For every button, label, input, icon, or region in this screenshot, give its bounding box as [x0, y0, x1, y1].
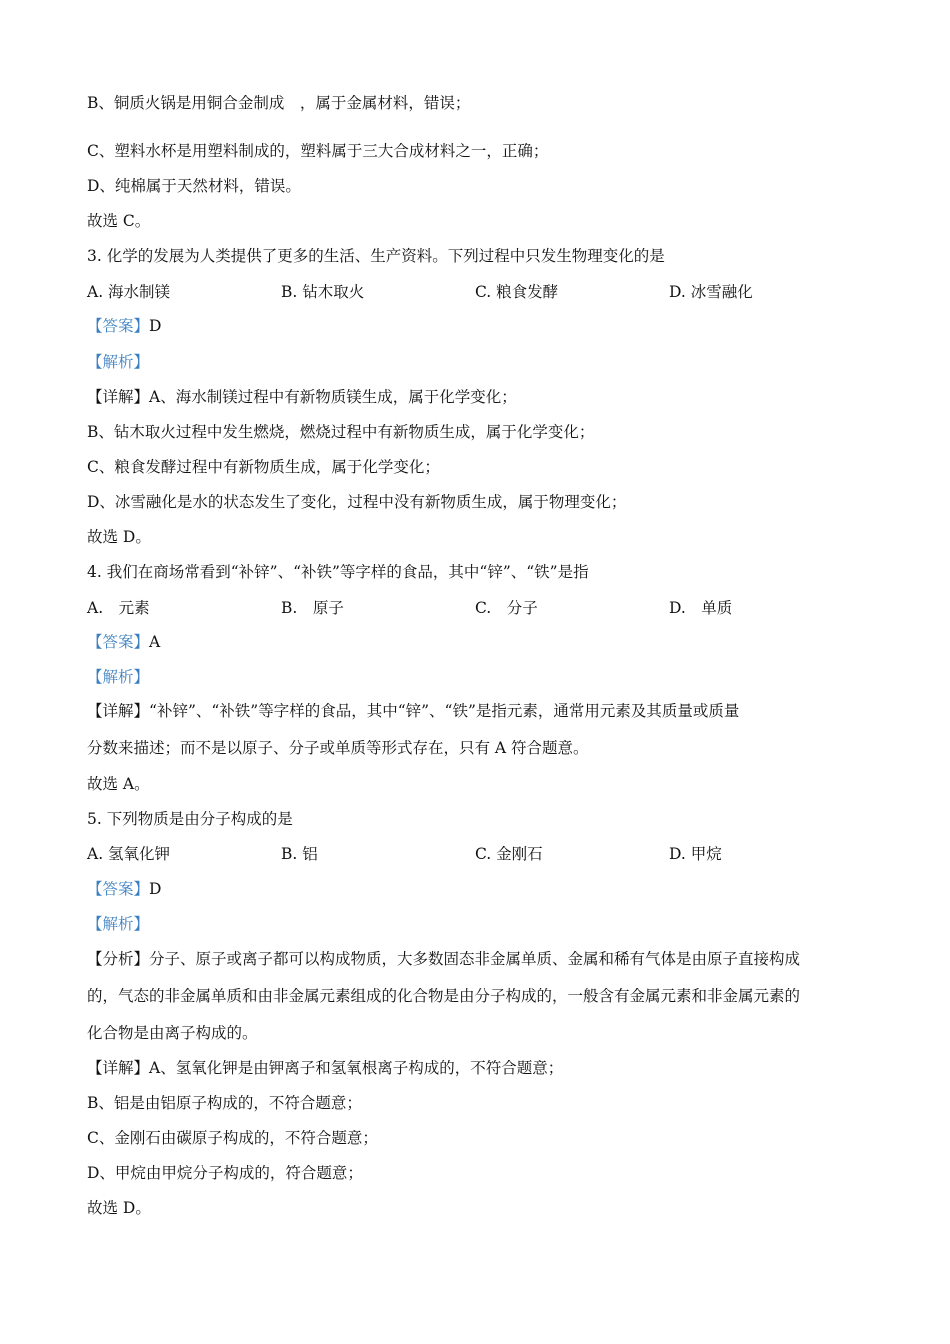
q2-option-d-explanation: D、纯棉属于天然材料，错误。 — [87, 177, 301, 195]
q4-choice: 故选 A。 — [87, 775, 150, 793]
q5-choice: 故选 D。 — [87, 1199, 151, 1217]
detail-text: “补锌”、“补铁”等字样的食品，其中“锌”、“铁”是指元素，通常用元素及其质量或质量 — [149, 702, 740, 720]
q3-detail-b: B、钻木取火过程中发生燃烧，燃烧过程中有新物质生成，属于化学变化； — [87, 423, 595, 441]
q5-analysis-tag: 【解析】 — [87, 915, 150, 933]
q4-detail-line-2: 分数来描述；而不是以原子、分子或单质等形式存在，只有 A 符合题意。 — [87, 739, 589, 757]
detail-tag: 【详解】 — [87, 388, 150, 406]
q3-detail-d: D、冰雪融化是水的状态发生了变化，过程中没有新物质生成，属于物理变化； — [87, 493, 627, 511]
q5-detail-b: B、铝是由铝原子构成的，不符合题意； — [87, 1094, 362, 1112]
q5-option-c: C. 金刚石 — [475, 845, 543, 863]
answer-value: D — [149, 880, 162, 898]
q5-option-a: A. 氢氧化钾 — [87, 845, 171, 863]
q3-option-d: D. 冰雪融化 — [669, 283, 753, 301]
q2-option-b-explanation: B、铜质火锅是用铜合金制成 ，属于金属材料，错误； — [87, 94, 471, 112]
q4-option-d: D. 单质 — [669, 599, 733, 617]
q3-option-b: B. 钻木取火 — [281, 283, 365, 301]
q4-stem: 4. 我们在商场常看到“补锌”、“补铁”等字样的食品，其中“锌”、“铁”是指 — [87, 563, 589, 581]
q5-fenxi-line-2: 的，气态的非金属单质和由非金属元素组成的化合物是由分子构成的，一般含有金属元素和非金属元素的 — [87, 987, 801, 1005]
q4-option-a: A. 元素 — [87, 599, 150, 617]
q5-option-d: D. 甲烷 — [669, 845, 722, 863]
q2-choice: 故选 C。 — [87, 212, 151, 230]
fenxi-text: 分子、原子或离子都可以构成物质，大多数固态非金属单质、金属和稀有气体是由原子直接构成 — [149, 950, 801, 968]
detail-tag: 【详解】 — [87, 1059, 150, 1077]
q5-fenxi-line-3: 化合物是由离子构成的。 — [87, 1024, 258, 1042]
q3-option-a: A. 海水制镁 — [87, 283, 171, 301]
q5-option-b: B. 铝 — [281, 845, 318, 863]
q3-option-c: C. 粮食发酵 — [475, 283, 559, 301]
q3-answer — [87, 316, 161, 336]
q3-detail-c: C、粮食发酵过程中有新物质生成，属于化学变化； — [87, 458, 440, 476]
answer-tag: 【答案】 — [87, 880, 150, 898]
answer-value: A — [149, 633, 161, 651]
answer-tag: 【答案】 — [87, 633, 150, 651]
detail-text: A、海水制镁过程中有新物质镁生成，属于化学变化； — [149, 388, 517, 406]
q4-detail-line-1 — [87, 701, 739, 721]
q3-analysis-tag: 【解析】 — [87, 353, 150, 371]
q4-option-c: C. 分子 — [475, 599, 538, 617]
answer-tag: 【答案】 — [87, 317, 150, 335]
q5-fenxi-line-1 — [87, 949, 800, 969]
q4-option-b: B. 原子 — [281, 599, 344, 617]
q3-detail-a — [87, 387, 517, 407]
q5-detail-c: C、金刚石由碳原子构成的，不符合题意； — [87, 1129, 378, 1147]
q5-stem: 5. 下列物质是由分子构成的是 — [87, 810, 293, 828]
fenxi-tag: 【分析】 — [87, 950, 150, 968]
q2-option-c-explanation: C、塑料水杯是用塑料制成的，塑料属于三大合成材料之一，正确； — [87, 142, 549, 160]
detail-tag: 【详解】 — [87, 702, 150, 720]
q3-choice: 故选 D。 — [87, 528, 151, 546]
q5-detail-d: D、甲烷由甲烷分子构成的，符合题意； — [87, 1164, 363, 1182]
q5-detail-a — [87, 1058, 563, 1078]
detail-text: A、氢氧化钾是由钾离子和氢氧根离子构成的，不符合题意； — [149, 1059, 564, 1077]
answer-value: D — [149, 317, 162, 335]
q4-answer — [87, 632, 160, 652]
q4-analysis-tag: 【解析】 — [87, 668, 150, 686]
q5-answer — [87, 879, 161, 899]
q3-stem: 3. 化学的发展为人类提供了更多的生活、生产资料。下列过程中只发生物理变化的是 — [87, 247, 665, 265]
